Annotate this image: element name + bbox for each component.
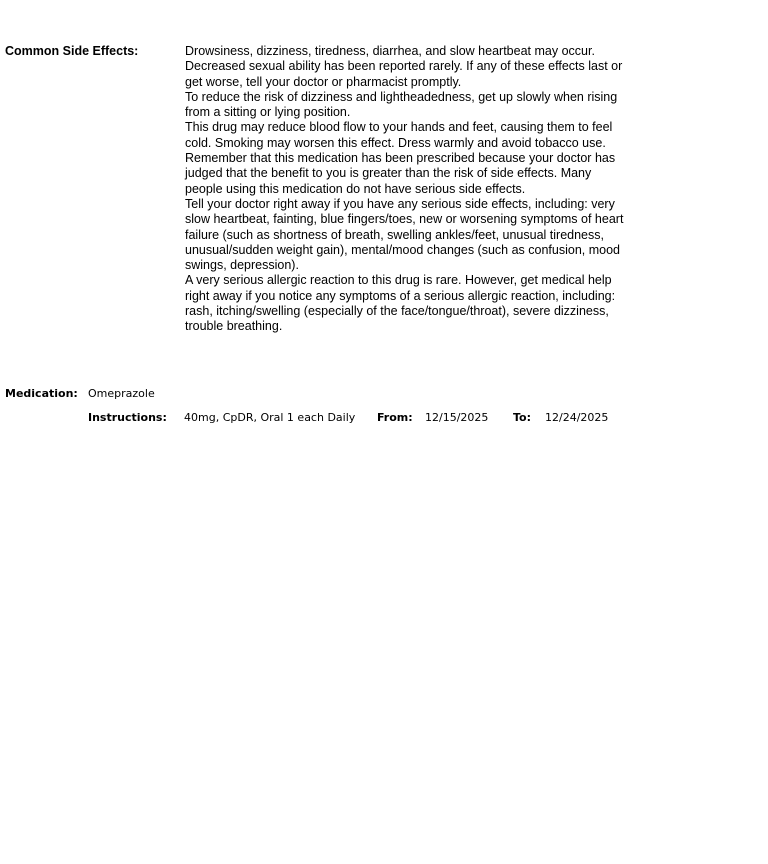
to-date: 12/24/2025: [545, 411, 609, 424]
from-date: 12/15/2025: [425, 411, 489, 424]
side-effects-paragraph: Tell your doctor right away if you have any serious side effects, including: very slow heartbeat, fainting, blue fingers/toes, new or worsening symptoms of heart failure (such as shortness of breath, swelling ankles/feet, unusual tiredness, unusual/sudden weight gain), mental/mood changes (such as confusion, mood swings, depression).: [185, 196, 624, 273]
from-label: From:: [377, 411, 413, 424]
instructions-label: Instructions:: [88, 411, 167, 424]
to-label: To:: [513, 411, 531, 424]
side-effects-label: Common Side Effects:: [5, 44, 139, 58]
side-effects-paragraph: To reduce the risk of dizziness and lightheadedness, get up slowly when rising from a sitting or lying position.: [185, 89, 618, 120]
instructions-value: 40mg, CpDR, Oral 1 each Daily: [184, 411, 356, 424]
side-effects-paragraph: Remember that this medication has been prescribed because your doctor has judged that the benefit to you is greater than the risk of side effects. Many people using this medication do not have serious side effects.: [185, 151, 616, 196]
side-effects-paragraph: This drug may reduce blood flow to your hands and feet, causing them to feel cold. Smoking may worsen this effect. Dress warmly and avoid tobacco use.: [185, 120, 613, 150]
side-effects-text: [185, 44, 625, 335]
side-effects-paragraph: Drowsiness, dizziness, tiredness, diarrhea, and slow heartbeat may occur. Decreased sexual ability has been reported rarely. If any of these effects last or get worse, tell your doctor or pharmacist promptly.: [185, 44, 623, 89]
medication-name: Omeprazole: [88, 387, 155, 400]
side-effects-paragraph: A very serious allergic reaction to this drug is rare. However, get medical help right away if you notice any symptoms of a serious allergic reaction, including: rash, itching/swelling (especially of the face/tongue/throat), severe dizziness, trouble breathing.: [185, 273, 616, 334]
medication-label: Medication:: [5, 387, 78, 400]
